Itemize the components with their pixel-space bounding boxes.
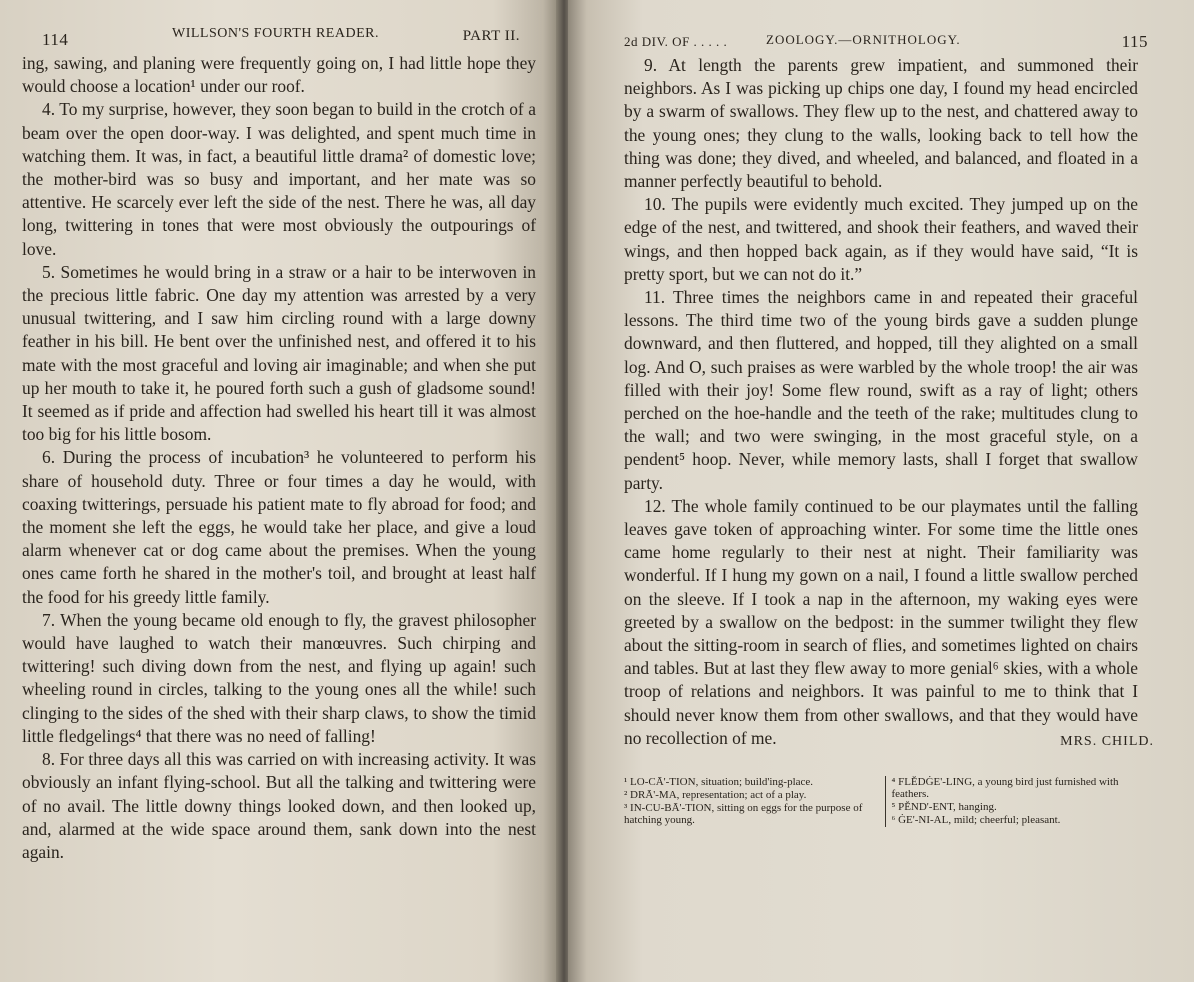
paragraph-11: 11. Three times the neighbors came in and repeated their graceful lessons. The third time two of the young birds gave a sudden plunge downward, and then fluttered, and hopped, till they alighted on a small log. And O, such praises as were warbled by the whole troop! the air was filled with their joy! Some flew round, swift as a ray of light; others perched on the hoe-handle and the teeth of the rake; multitudes clung to the wall; and two were swinging, in the most graceful style, on a pendent⁵ hoop. Never, while memory lasts, shall I forget that swallow party. [624,287,1138,493]
footnotes-left-column [624,776,886,827]
right-page [568,0,1194,982]
left-running-title: WILLSON'S FOURTH READER. [172,26,379,41]
right-running-title: ZOOLOGY.—ORNITHOLOGY. [766,32,961,47]
left-page-body [22,52,536,864]
left-page [0,0,560,982]
left-page-number: 114 [42,30,69,49]
footnotes-right-column [892,776,1149,827]
footnote: ⁵ PĔND'-ENT, hanging. [891,801,997,814]
left-page-header [22,26,544,52]
paragraph-6: 6. During the process of incubation³ he volunteered to perform his share of household duty. Three or four times a day he would, with coaxing twitterings, persuade his patient mate to fly abroad for food; and the moment she left the eggs, he would take her place, and give a loud alarm whenever cat or dog came about the premises. When the young ones came forth he shared in the mother's toil, and brought at least half the food for his greedy little family. [22,447,536,607]
footnote: ³ IN-CU-BĀ'-TION, sitting on eggs for the purpose of hatching young. [624,802,863,827]
paragraph-10: 10. The pupils were evidently much excited. They jumped up on the edge of the nest, and twittered, and shook their feathers, and waved their wings, and then hopped back again, as if they would have said, “It is pretty sport, but we can not do it.” [624,194,1138,284]
right-page-body [624,54,1138,750]
paragraph-5: 5. Sometimes he would bring in a straw or a hair to be interwoven in the precious little fabric. One day my attention was arrested by a very unusual twittering, and I saw him circling round with a large downy feather in his bill. He bent over the unfinished nest, and offered it to his mate with the most graceful and loving air imaginable; and when she put up her mouth to take it, he poured forth such a gush of gladsome sound! It seemed as if pride and affection had swelled his heart till it was almost too big for his little bosom. [22,261,536,445]
paragraph-9: 9. At length the parents grew impatient, and summoned their neighbors. As I was picking up chips one day, I found my head encircled by a swarm of swallows. They flew up to the nest, and chattered away to the young ones; they clung to the walls, looking back to tell how the thing was done; they dived, and wheeled, and balanced, and floated in a manner perfectly beautiful to behold. [624,55,1138,192]
author-signature: MRS. CHILD. [1060,734,1154,750]
paragraph-8: 8. For three days all this was carried on with increasing activity. It was obviously an infant flying-school. But all the talking and twittering were of no avail. The little downy things looked down, and then looked up, and, alarmed at the wide space around them, sank down into the nest again. [22,749,536,862]
footnote: ⁴ FLĔDĠE'-LING, a young bird just furnished with feathers. [891,776,1119,801]
paragraph-7: 7. When the young became old enough to fly, the gravest philosopher would have laughed to watch their manœuvres. Such chirping and twittering! such diving down from the nest, and flying up again! such wheeling round in circles, talking to the young ones all the while! such clinging to the sides of the shed with their sharp claws, to show the timid little fledgelings⁴ that there was no need of falling! [22,609,536,746]
footnote: ² DRĀ'-MA, representation; act of a play. [624,789,807,802]
right-page-header [624,28,1164,54]
paragraph-12: 12. The whole family continued to be our playmates until the falling leaves gave token of approaching winter. For some time the little ones came home regularly to their nest at night. Their familiarity was wonderful. If I hung my gown on a nail, I found a little swallow perched on the sleeve. If I took a nap in the afternoon, my waking eyes were greeted by a swallow on the bedpost: in the summer twilight they flew about the sitting-room in search of flies, and sometimes lighted on chairs and tables. But at last they flew away to more genial⁶ skies, with a whole troop of relations and neighbors. It was painful to me to think that I should never know them from other swallows, and that they would have no recollection of me. [624,495,1138,748]
footnote: ⁶ ĠE'-NI-AL, mild; cheerful; pleasant. [891,814,1061,827]
left-part-label: PART II. [462,28,520,44]
right-page-number: 115 [1121,32,1148,51]
footnotes [624,776,1148,827]
paragraph-4: 4. To my surprise, however, they soon began to build in the crotch of a beam over the open door-way. I was delighted, and spent much time in watching them. It was, in fact, a beautiful little drama² of domestic love; the mother-bird was so busy and important, and her mate was so attentive. He scarcely ever left the side of the nest. There he was, all day long, twittering in tones that were most obviously the outpourings of love. [22,99,536,259]
paragraph-3-continued: ing, sawing, and planing were frequently going on, I had little hope they would choose a location¹ under our roof. [22,53,536,97]
footnote: ¹ LO-CĀ'-TION, situation; build'ing-place. [624,776,814,789]
right-division-label: 2d DIV. OF . . . . . [624,34,728,49]
